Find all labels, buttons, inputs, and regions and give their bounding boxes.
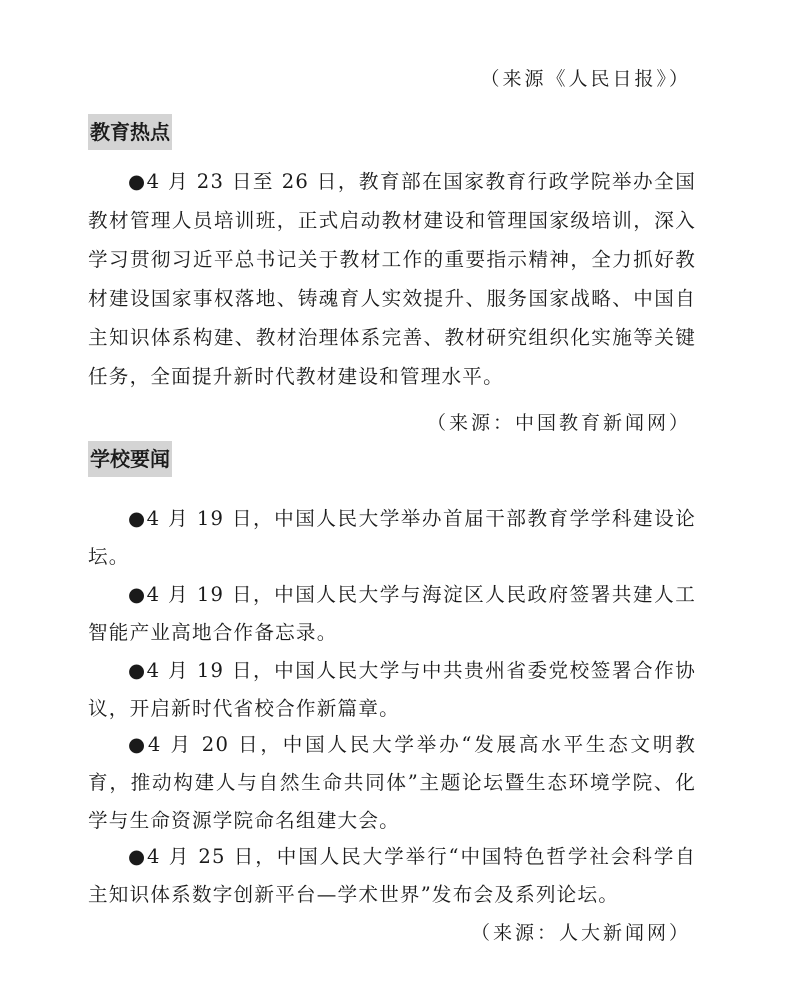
news-item: ●4 月 19 日，中国人民大学与中共贵州省委党校签署合作协议，开启新时代省校合作新篇章。 bbox=[88, 659, 696, 720]
news-item: ●4 月 20 日，中国人民大学举办“发展高水平生态文明教育，推动构建人与自然生命共同体”主题论坛暨生态环境学院、化学与生命资源学院命名组建大会。 bbox=[88, 733, 696, 832]
news-item: ●4 月 25 日，中国人民大学举行“中国特色哲学社会科学自主知识体系数字创新平台—学术世界”发布会及系列论坛。 bbox=[88, 845, 696, 906]
source-note-people-daily: （来源《人民日报》） bbox=[480, 68, 691, 90]
news-item: ●4 月 23 日至 26 日，教育部在国家教育行政学院举办全国教材管理人员培训班，正式启动教材建设和管理国家级培训，深入学习贯彻习近平总书记关于教材工作的重要指示精神，全力抓好教材建设国家事权落地、铸魂育人实效提升、服务国家战略、中国自主知识体系构建、教材治理体系完善、教材研究组织化实施等关键任务，全面提升新时代教材建设和管理水平。 bbox=[88, 170, 696, 388]
news-item: ●4 月 19 日，中国人民大学与海淀区人民政府签署共建人工智能产业高地合作备忘录。 bbox=[88, 583, 696, 644]
news-item: ●4 月 19 日，中国人民大学举办首届干部教育学学科建设论坛。 bbox=[88, 507, 696, 568]
section-heading-education-hotspots: 教育热点 bbox=[88, 114, 172, 150]
source-note-china-education-news: （来源：中国教育新闻网） bbox=[426, 412, 691, 434]
section-heading-school-news: 学校要闻 bbox=[88, 441, 172, 477]
source-note-ruc-news: （来源：人大新闻网） bbox=[470, 922, 691, 944]
